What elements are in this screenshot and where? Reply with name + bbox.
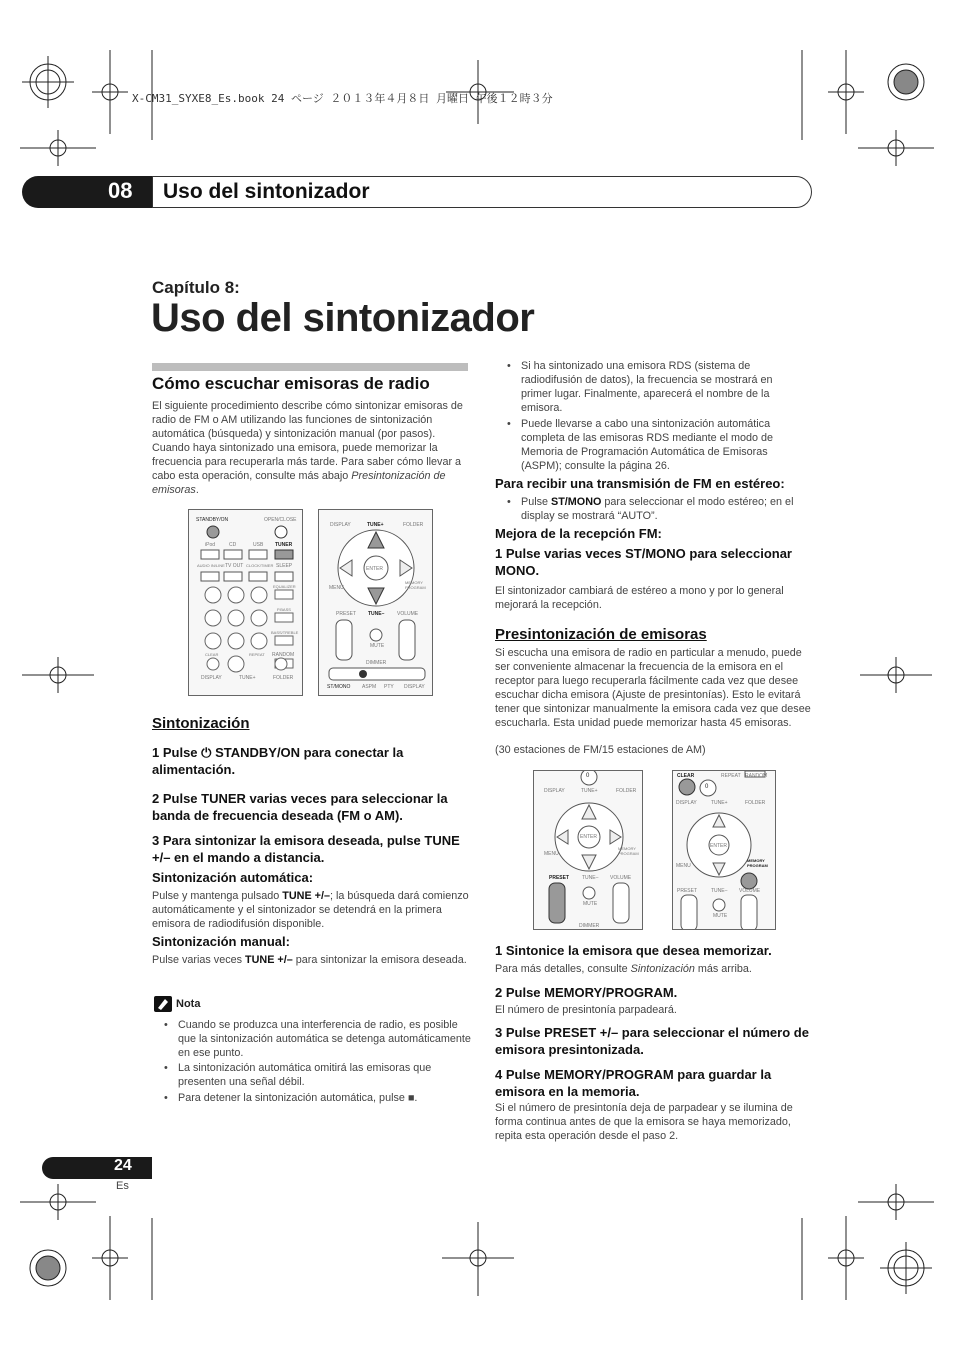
remote-top-drawing <box>189 510 303 696</box>
folder-label: FOLDER <box>273 675 294 681</box>
nav-aspm-label: ASPM <box>362 684 377 690</box>
chapter-label: Capítulo 8: <box>152 278 240 297</box>
registration-circle-bl <box>30 1250 66 1286</box>
pbass-label: P.BASS <box>277 607 291 612</box>
manual-text-b: para sintonizar la emisora deseada. <box>295 954 467 966</box>
usb-label: USB <box>253 542 264 548</box>
p-tune-plus-label: TUNE+ <box>581 788 598 794</box>
tuning-step-1 <box>152 744 470 778</box>
auto-key: TUNE +/– <box>282 890 330 902</box>
p-zero-label: 0 <box>586 773 590 779</box>
remote-illustration-nav <box>318 509 433 696</box>
tuner-label: TUNER <box>275 542 293 548</box>
p-display-label: DISPLAY <box>544 788 565 794</box>
registration-circle-tr <box>888 64 924 100</box>
step1-prefix: 1 Pulse <box>152 745 198 760</box>
nav-tune-plus-label: TUNE+ <box>367 522 384 528</box>
note-item: • Para detener la sintonización automática, pulse ■. <box>160 1091 472 1105</box>
preset-step-4-body: Si el número de presintonía deja de parpadear y se ilumina de forma continua antes de que la emisora se haya memorizado, repita esta operación desde el paso 2. <box>495 1102 793 1142</box>
p-folder-label: FOLDER <box>616 788 637 794</box>
stereo-heading: Para recibir una transmisión de FM en estéreo: <box>495 476 785 491</box>
sleep-label: SLEEP <box>276 563 293 569</box>
nav-mute-label: MUTE <box>370 643 385 649</box>
nav-pty-label: PTY <box>384 684 394 690</box>
improve-heading: Mejora de la recepción FM: <box>495 526 662 541</box>
p-volume-label: VOLUME <box>610 875 632 881</box>
intro-end: . <box>195 484 199 496</box>
intro-reference: Presintonización de emisoras <box>152 470 446 496</box>
chapter-title: Uso del sintonizador <box>151 296 535 340</box>
m-memory-label: MEMORY PROGRAM <box>747 858 768 868</box>
registration-circle-br <box>880 1242 932 1294</box>
note-item: • Cuando se produzca una interferencia de radio, es posible que la sintonización automática se detenga automáticamente en ese punto. <box>160 1018 472 1060</box>
header-title-bar <box>152 176 812 208</box>
nav-display2-label: DISPLAY <box>404 684 425 690</box>
s1-body-ref: Sintonización <box>630 963 695 975</box>
nav-tune-minus-label: TUNE– <box>368 611 385 617</box>
m-enter-label: ENTER <box>710 843 727 849</box>
tuning-step-2: 2 Pulse TUNER varias veces para seleccionar la banda de frecuencia deseada (FM o AM). <box>152 791 448 823</box>
nav-menu-label: MENU <box>329 585 344 591</box>
s1-body-a: Para más detalles, consulte <box>495 963 628 975</box>
m-random-label: RANDOM <box>745 773 768 779</box>
rds-bullets <box>503 359 803 473</box>
note-label: Nota <box>176 998 201 1010</box>
remote-memory-drawing <box>673 771 776 930</box>
preset-step-1: 1 Sintonice la emisora que desea memorizar. <box>495 943 772 958</box>
tv-out-label: TV OUT <box>225 563 244 569</box>
chapter-tab <box>22 176 152 208</box>
note-item: • La sintonización automática omitirá las emisoras que presenten una señal débil. <box>160 1061 472 1089</box>
equalizer-label: EQUALIZER <box>273 584 296 589</box>
ipod-label: iPod <box>205 542 216 548</box>
stereo-text-b: para seleccionar el modo estéreo; en el display se mostrará “AUTO”. <box>521 496 794 522</box>
header-title: Uso del sintonizador <box>163 180 370 203</box>
tuning-heading: Sintonización <box>152 715 250 732</box>
m-tune-plus-label: TUNE+ <box>711 800 728 806</box>
chapter-number: 08 <box>108 178 133 203</box>
manual-tuning-heading: Sintonización manual: <box>152 934 290 949</box>
preset-step-4: 4 Pulse MEMORY/PROGRAM para guardar la emisora en la memoria. <box>495 1067 772 1099</box>
m-zero-label: 0 <box>705 784 709 790</box>
p-menu-label: MENU <box>544 851 559 857</box>
auto-text-a: Pulse y mantenga pulsado <box>152 890 280 902</box>
bass-treble-label: BASS/TREBLE <box>271 630 299 635</box>
clear-label: CLEAR <box>205 652 219 657</box>
section-rule <box>152 363 468 371</box>
improve-step: 1 Pulse varias veces ST/MONO para seleccionar MONO. <box>495 546 792 578</box>
display-label: DISPLAY <box>201 675 222 681</box>
p-mute-label: MUTE <box>583 901 598 907</box>
m-menu-label: MENU <box>676 863 691 869</box>
remote-illustration-preset <box>533 770 643 930</box>
intro-text: El siguiente procedimiento describe cómo sintonizar emisoras de radio de FM o AM utilizando las funciones de sintonización automática (búsqueda) y sintonización manual (por pasos). Cuando haya sintonizado una emisora, puede memorizar la frecuencia para recuperarla más tarde. Para saber cómo llevar a cabo esta operación, consulte más abajo <box>152 400 463 482</box>
audio-in-label: AUDIO IN/LINE <box>197 563 225 568</box>
note-list <box>160 1018 472 1105</box>
nav-memory-label: MEMORY PROGRAM <box>405 580 426 590</box>
nav-volume-label: VOLUME <box>397 611 419 617</box>
nav-display-label: DISPLAY <box>330 522 351 528</box>
manual-text-a: Pulse varias veces <box>152 954 243 966</box>
clock-timer-label: CLOCK/TIMER <box>246 563 274 568</box>
improve-body: El sintonizador cambiará de estéreo a mono y por lo general mejorará la recepción. <box>495 585 784 611</box>
preset-body: Si escucha una emisora de radio en particular a menudo, puede ser conveniente almacenar la frecuencia de la emisora en el receptor para luego recuperarla fácilmente cada vez que desee escuchar dicha emisora (Ajuste de presintonías). Esto le evitará tener que sintonizar manualmente la emisora cada vez que desee escucharla. Esta unidad puede memorizar hasta 45 emisoras. <box>495 647 811 729</box>
p-tune-minus-label: TUNE– <box>582 875 599 881</box>
nav-enter-label: ENTER <box>366 566 383 572</box>
registration-circle-tl <box>22 56 74 108</box>
p-preset-label: PRESET <box>549 875 570 881</box>
nav-preset-label: PRESET <box>336 611 357 617</box>
auto-text-b: ; la búsqueda dará comienzo automáticamente y el sintonizador se detendrá en la primera emisora de radiodifusión disponible. <box>152 890 469 930</box>
nav-folder-label: FOLDER <box>403 522 424 528</box>
m-display-label: DISPLAY <box>676 800 697 806</box>
s1-body-b: más arriba. <box>697 963 752 975</box>
tune-label: TUNE+ <box>239 675 256 681</box>
m-tune-minus-label: TUNE– <box>711 888 728 894</box>
repeat-label: REPEAT <box>249 652 265 657</box>
tuning-step-3: 3 Para sintonizar la emisora deseada, pulse TUNE +/– en el mando a distancia. <box>152 833 460 865</box>
stereo-text <box>503 495 813 523</box>
power-icon: ⏻ <box>201 745 212 760</box>
print-info-line: X-CM31_SYXE8_Es.book 24 ページ ２０１３年４月８日 月曜日 午後１２時３分 <box>132 92 553 105</box>
preset-count: (30 estaciones de FM/15 estaciones de AM) <box>495 744 706 756</box>
open-close-label: OPEN/CLOSE <box>264 517 297 523</box>
intro-paragraph <box>152 399 470 497</box>
language-code: Es <box>116 1180 129 1192</box>
p-memory-label: MEMORY PROGRAM <box>618 846 639 856</box>
rds-bullet: • Si ha sintonizado una emisora RDS (sistema de radiodifusión de datos), la frecuencia se mostrará en primer lugar. Finalmente, aparecerá el nombre de la emisora. <box>503 359 803 415</box>
preset-heading: Presintonización de emisoras <box>495 626 707 643</box>
remote-nav-drawing <box>319 510 433 696</box>
nav-stmono-label: ST/MONO <box>327 684 351 690</box>
m-mute-label: MUTE <box>713 913 728 919</box>
random-label: RANDOM <box>272 652 295 658</box>
preset-step-1-body <box>495 962 813 976</box>
manual-key: TUNE +/– <box>245 954 293 966</box>
m-clear-label: CLEAR <box>677 773 695 779</box>
preset-step-2-body: El número de presintonía parpadeará. <box>495 1004 677 1016</box>
preset-step-2: 2 Pulse MEMORY/PROGRAM. <box>495 985 678 1000</box>
manual-tuning-text <box>152 953 470 967</box>
section-heading: Cómo escuchar emisoras de radio <box>152 374 430 393</box>
nav-dimmer-label: DIMMER <box>366 660 387 666</box>
page-number-tab <box>42 1157 152 1179</box>
step1-rest: STANDBY/ON para conectar la alimentación. <box>152 745 404 777</box>
standby-label: STANDBY/ON <box>196 517 229 523</box>
cd-label: CD <box>229 542 237 548</box>
auto-tuning-text <box>152 889 470 931</box>
m-repeat-label: REPEAT <box>721 773 741 779</box>
stereo-text-a: Pulse <box>521 496 549 508</box>
preset-step-3: 3 Pulse PRESET +/– para seleccionar el número de emisora presintonizada. <box>495 1025 809 1057</box>
m-volume-label: VOLUME <box>739 888 761 894</box>
p-dimmer-label: DIMMER <box>579 923 600 929</box>
m-preset-label: PRESET <box>677 888 698 894</box>
aspm-bullet: • Puede llevarse a cabo una sintonización automática completa de las emisoras RDS mediante el modo de Memoria de Programación Automática de Emisoras (ASPM); consulte la página 26. <box>503 417 803 473</box>
page-number: 24 <box>114 1157 132 1174</box>
note-icon <box>153 995 173 1013</box>
remote-illustration-top <box>188 509 303 696</box>
stereo-key: ST/MONO <box>551 496 602 508</box>
p-enter-label: ENTER <box>580 834 597 840</box>
remote-illustration-memory <box>672 770 776 930</box>
auto-tuning-heading: Sintonización automática: <box>152 870 314 885</box>
m-folder-label: FOLDER <box>745 800 766 806</box>
stereo-bullet <box>503 495 813 523</box>
